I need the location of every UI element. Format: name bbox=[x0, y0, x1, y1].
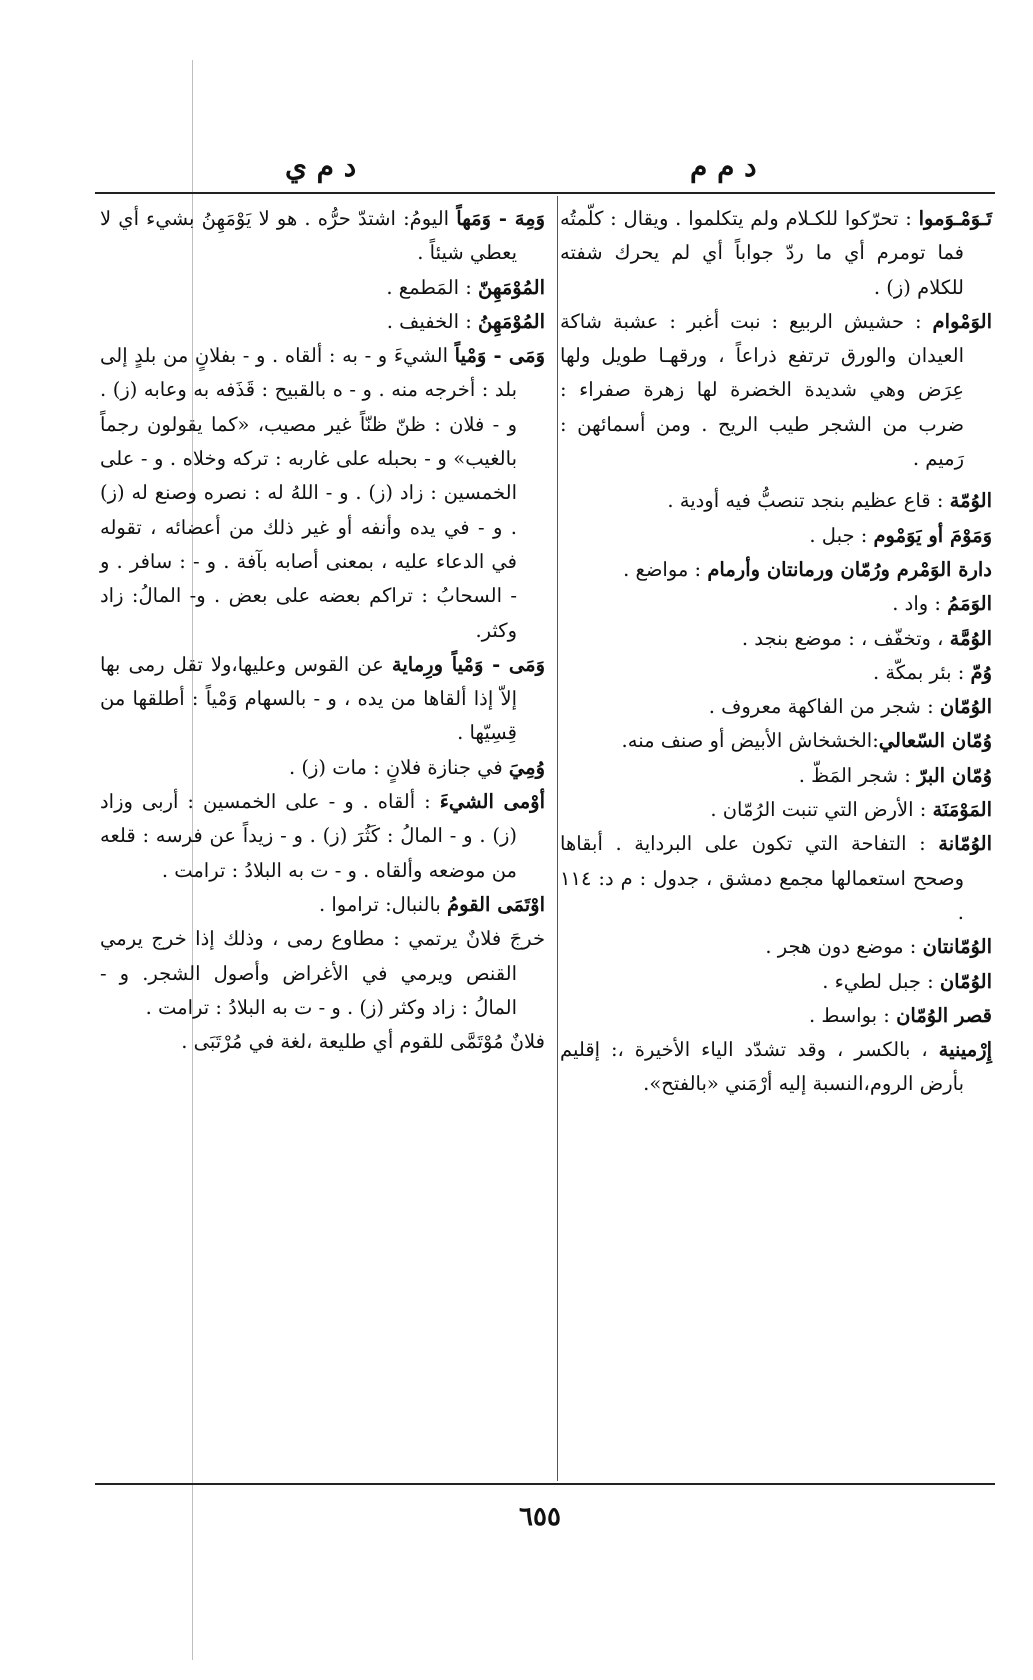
top-rule bbox=[95, 192, 995, 194]
entry-text: : شجر المَظّ . bbox=[798, 763, 918, 787]
entry-headword: وُمِيَ bbox=[508, 755, 545, 779]
entry-headword: المُوْمَهِنّ bbox=[478, 275, 545, 299]
entry-text: : بواسط . bbox=[808, 1003, 897, 1027]
entry-headword: المُوْمَهِنُ bbox=[478, 309, 545, 333]
entry bbox=[560, 202, 992, 305]
entry-text: : المَطمع . bbox=[386, 275, 479, 299]
entry-text: : تحرّكوا للكـلام ولم يتكلموا . ويقال : كلّمتُه فما تومرم أي ما ردّ جواباً أي لم يحرك شفته للكلام (ز) . bbox=[560, 207, 964, 299]
entry bbox=[100, 271, 545, 305]
entry bbox=[560, 793, 992, 827]
entry bbox=[100, 202, 545, 271]
entry-text: الشيءَ و - به : ألقاه . و - بفلانٍ من بلدٍ إلى بلد : أخرجه منه . و - ه بالقبيح : قَذَفه به وعابه (ز) . و - فلان : ظنّ ظنّاً غير مصيب، «كما يقولون رجماً بالغيب» و - بحبله على غاربه : تركه وخلاه . و - على الخمسين : زاد (ز) . و - اللهُ له : نصره وصنع له (ز) . و - في يده وأنفه أو غير ذلك من أعضائه ، تقوله في الدعاء عليه ، بمعنى أصابه بآفة . و - : سافر . و - السحابُ : تراكم بعضه على بعض . و- المالُ: زاد وكثر. bbox=[100, 344, 517, 642]
entry-headword: وُمّ bbox=[970, 660, 992, 684]
entry bbox=[100, 1025, 545, 1059]
left-column bbox=[100, 202, 545, 1059]
entry bbox=[560, 827, 992, 930]
running-head-left: د م ي bbox=[285, 150, 357, 183]
entry-headword: الوُمّان bbox=[939, 969, 992, 993]
entry-headword: إِرْمينية bbox=[938, 1038, 992, 1062]
entry-headword: الوَمْوام bbox=[932, 309, 992, 333]
entry bbox=[100, 305, 545, 339]
running-head-right: د م م bbox=[690, 150, 757, 183]
entry-text: : جبل . bbox=[809, 523, 874, 547]
bottom-rule bbox=[95, 1483, 995, 1485]
entry bbox=[560, 587, 992, 621]
entry-text: :الخشخاش الأبيض أو صنف منه. bbox=[621, 729, 879, 753]
entry-headword: تَـوَمْـوَموا bbox=[918, 207, 992, 230]
entry bbox=[560, 656, 992, 690]
entry-text: : قاع عظيم بنجد تنصبُّ فيه أودية . bbox=[667, 489, 950, 513]
entry bbox=[560, 690, 992, 724]
entry-headword: الوُمّة bbox=[949, 489, 992, 513]
entry-headword: الوُمّانة bbox=[938, 832, 992, 856]
entry-text: : حشيش الربيع : نبت أغبر : عشبة شاكة العيدان والورق ترتفع ذراعاً ، ورقهـا طويل ولها عِرَض وهي شديدة الخضرة لها زهرة صفراء : ضرب من الشجر طيب الريح . ومن أسمائهن : رَميم . bbox=[560, 309, 964, 471]
entry-headword: اوْتَمَى القومُ bbox=[447, 892, 545, 916]
page-number: ٦٥٥ bbox=[519, 1502, 561, 1532]
entry-text: : واد . bbox=[892, 592, 948, 616]
entry-headword: وُمّان السّعالي bbox=[878, 729, 992, 753]
entry-text: فلانٌ مُوْتَمَّى للقوم أي طليعة ،لغة في مُرْتَبَى . bbox=[181, 1030, 545, 1054]
entry-headword: الوُمّانتان bbox=[922, 935, 992, 959]
entry-headword: وَمَى - وَمْياً bbox=[454, 344, 545, 368]
entry-headword: المَوْمَنَة bbox=[932, 798, 992, 822]
entry-headword: قصر الوُمّان bbox=[896, 1003, 992, 1027]
entry-text: في جنازة فلانٍ : مات (ز) . bbox=[288, 755, 509, 779]
entry-headword: الوُمَّة bbox=[949, 626, 992, 650]
entry-headword: وَمَى - وَمْياً ورِماية bbox=[391, 652, 545, 676]
entry bbox=[560, 484, 992, 518]
entry-headword: الوَمَمُ bbox=[947, 592, 992, 616]
entry-text: اليومُ: اشتدّ حرُّه . هو لا يَوْمَهِنُ بشيء أي لا يعطي شيئاً . bbox=[100, 207, 517, 265]
entry-headword: الوُمّان bbox=[939, 695, 992, 719]
entry bbox=[560, 999, 992, 1033]
entry bbox=[560, 305, 992, 476]
entry bbox=[560, 965, 992, 999]
entry-headword: دارة الوَمْرم ورُمّان ورمانتان وأرمام bbox=[707, 557, 992, 581]
entry-text: ، بالكسر ، وقد تشدّد الياء الأخيرة ،: إقليم بأرض الروم،النسبة إليه أرْمَني «بالفتح». bbox=[560, 1038, 964, 1096]
entry-text: : الأرض التي تنبت الرُمّان . bbox=[710, 798, 933, 822]
entry bbox=[560, 622, 992, 656]
entry-headword: وُمّان البرّ bbox=[917, 763, 992, 787]
entry-text: : موضع دون هجر . bbox=[765, 935, 923, 959]
entry-text: : مواضع . bbox=[623, 557, 708, 581]
entry bbox=[100, 922, 545, 1025]
entry bbox=[560, 759, 992, 793]
entry-text: ، وتخفّف ، : موضع بنجد . bbox=[741, 626, 950, 650]
entry bbox=[100, 785, 545, 888]
entry-text: عن القوس وعليها،ولا تقل رمى بها إلاّ إذا ألقاها من يده ، و - بالسهام وَمْياً : أطلقها من قِسِيّها . bbox=[100, 652, 517, 745]
entry-headword: وَمَوْمَ أو يَوَمْوم bbox=[873, 523, 992, 547]
entry-text: : بئر بمكّة . bbox=[872, 660, 971, 684]
entry bbox=[560, 930, 992, 964]
entry bbox=[560, 553, 992, 587]
entry-text: : جبل لطيء . bbox=[822, 969, 940, 993]
column-divider bbox=[557, 196, 558, 1481]
entry-headword: أوْمى الشيءَ bbox=[439, 790, 545, 814]
entry bbox=[560, 724, 992, 758]
entry bbox=[100, 339, 545, 648]
entry-text: بالنبال: تراموا . bbox=[318, 892, 448, 916]
right-column bbox=[560, 202, 992, 1102]
entry-text: : التفاحة التي تكون على البرداية . أبقاها وصحح استعمالها مجمع دمشق ، جدول : م د: ١١٤ . bbox=[560, 832, 964, 924]
entry bbox=[100, 648, 545, 751]
entry-text: : الخفيف . bbox=[386, 309, 479, 333]
entry bbox=[100, 751, 545, 785]
entry-text: : ألقاه . و - على الخمسين : أربى وزاد (ز) . و - المالُ : كَثُرَ (ز) . و - زيداً عن فرسه : قلعه من موضعه وألقاه . و - ت به البلادُ : ترامت . bbox=[100, 790, 517, 882]
entry bbox=[560, 519, 992, 553]
entry-headword: وَمِهَ - وَمَهاً bbox=[456, 207, 546, 230]
entry bbox=[100, 888, 545, 922]
entry bbox=[560, 1033, 992, 1102]
entry-text: : شجر من الفاكهة معروف . bbox=[708, 695, 940, 719]
entry-text: خرجَ فلانٌ يرتمي : مطاوع رمى ، وذلك إذا خرج يرمي القنص ويرمي في الأغراض وأصول الشجر. و - المالُ : زاد وكثر (ز) . و - ت به البلادُ : ترامت . bbox=[100, 927, 545, 1019]
